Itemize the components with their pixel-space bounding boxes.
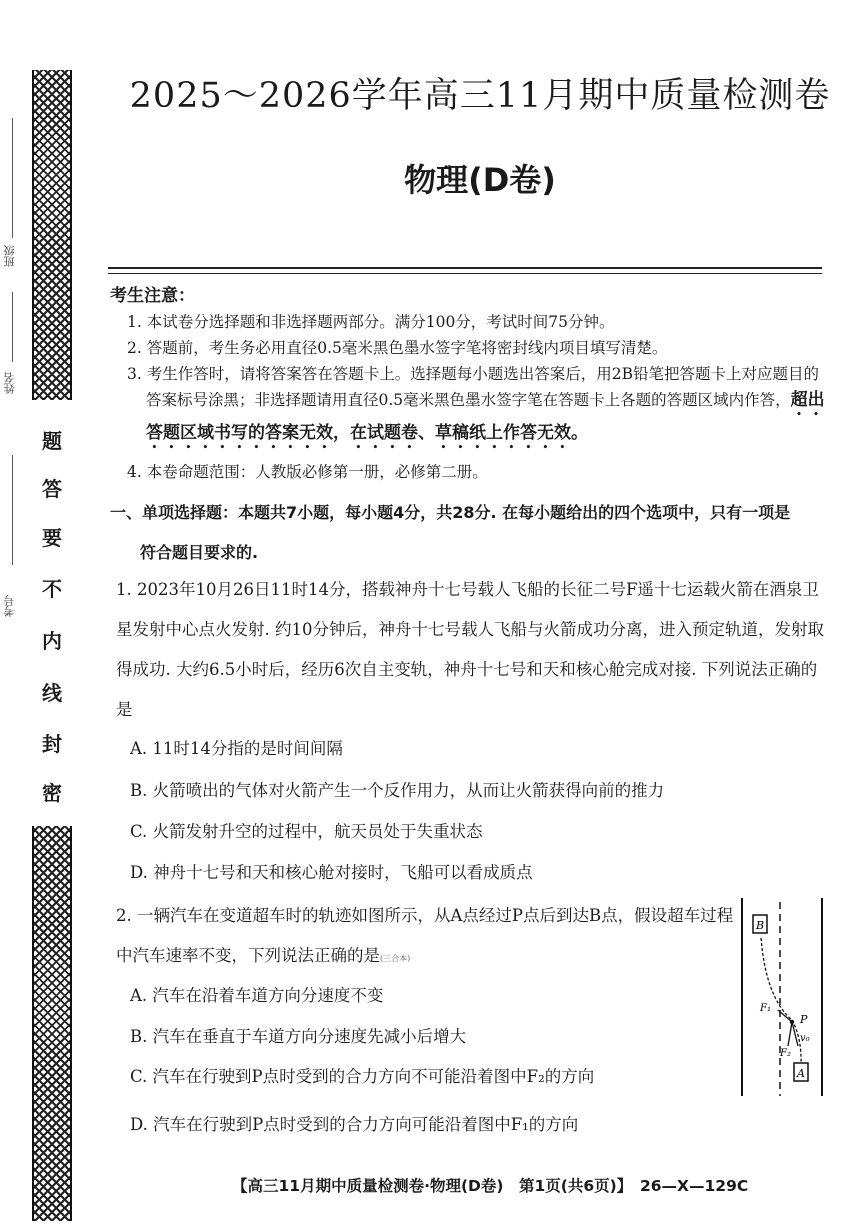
label-v0: v₀ [800,1033,810,1044]
q2-stem-text: 2. 一辆汽车在变道超车时的轨迹如图所示，从A点经过P点后到达B点，假设超车过程中汽车速率不变，下列说法正确的是 [116,906,734,965]
question-1-stem: 1. 2023年10月26日11时14分，搭载神舟十七号载人飞船的长征二号F遥十七运载火箭在酒泉卫星发射中心点火发射. 约10分钟后，神舟十七号载人飞船与火箭成功分离，进入预定轨道，发射取得成功. 大约6.5小时后，经历6次自主变轨，神舟十七号和天和核心舱完成对接. 下列说法正确的是 [116,580,824,719]
q1-option-c: C. 火箭发射升空的过程中，航天员处于失重状态 [130,822,483,841]
notice-emphasis: 超出答题区域书写的答案无效，在试题卷、草稿纸上作答无效。 [146,390,825,443]
name-line [12,118,13,238]
binding-sidebar [0,0,80,1227]
candidate-notice [110,283,830,485]
page-footer [232,1174,748,1196]
seal-char: 答 [42,477,62,501]
class-line [12,455,13,565]
notice-heading: 考生注意： [110,286,195,306]
lane-change-diagram [736,898,826,1098]
side-label-class: 班级 [3,245,16,267]
arrow-f2 [788,1022,792,1046]
question-2-stem [116,896,736,979]
side-label-name: 姓名 [3,372,16,394]
q2-option-a: A. 汽车在沿着车道方向分速度不变 [130,986,384,1005]
q2-option-b: B. 汽车在垂直于车道方向分速度先减小后增大 [130,1027,467,1046]
footer-text: 【高三11月期中质量检测卷·物理(D卷) 第1页(共6页)】 26—X—129C [232,1177,749,1195]
notice-item: 1. 本试卷分选择题和非选择题两部分。满分100分，考试时间75分钟。 [127,313,615,331]
seal-char: 密 [42,781,62,805]
seal-pattern-top [32,70,72,400]
seal-char: 题 [42,429,62,453]
notice-item [110,361,830,453]
exam-subtitle: 物理(D卷) [404,161,556,199]
trajectory [761,938,801,1066]
q2-option-c: C. 汽车在行驶到P点时受到的合力方向不可能沿着图中F₂的方向 [130,1067,595,1086]
id-line [12,292,13,362]
label-f1: F₁ [760,1003,771,1014]
notice-item: 2. 答题前，考生务必用直径0.5毫米黑色墨水签字笔将密封线内项目填写清楚。 [127,339,668,357]
q1-option-b: B. 火箭喷出的气体对火箭产生一个反作用力，从而让火箭获得向前的推力 [130,781,665,800]
side-label-id: 考号 [3,595,16,617]
notice-item-text: 3. 考生作答时，请将答案答在答题卡上。选择题每小题选出答案后，用2B铅笔把答题卡上对应题目的答案标号涂黑；非选择题请用直径0.5毫米黑色墨水签字笔在答题卡上各题的答题区域内作答， [127,365,819,409]
header-rule [108,267,822,269]
q1-option-a: A. 11时14分指的是时间间隔 [130,739,343,758]
label-a: A [797,1067,805,1080]
seal-pattern-bottom [32,826,72,1221]
exam-title: 2025～2026学年高三11月期中质量检测卷 [129,76,831,116]
seal-char: 封 [42,732,62,756]
q2-option-d: D. 汽车在行驶到P点时受到的合力方向可能沿着图中F₁的方向 [130,1115,579,1134]
label-f2: F₂ [780,1048,791,1059]
header-rule-thin [108,273,822,274]
seal-char: 内 [42,629,62,653]
seal-char: 不 [42,577,62,601]
section-heading-line1: 一、单项选择题：本题共7小题，每小题4分，共28分. 在每小题给出的四个选项中，只有一项是 [110,503,791,522]
q1-option-d: D. 神舟十七号和天和核心舱对接时，飞船可以看成质点 [130,863,533,882]
q2-small-note: (三合本) [380,954,411,963]
label-b: B [755,919,765,932]
label-p: P [800,1013,808,1026]
section-heading-line2: 符合题目要求的. [140,543,259,562]
section-heading [110,493,830,573]
seal-char: 线 [42,681,62,705]
notice-item: 4. 本卷命题范围：人教版必修第一册，必修第二册。 [127,463,488,481]
seal-char: 要 [42,526,62,550]
